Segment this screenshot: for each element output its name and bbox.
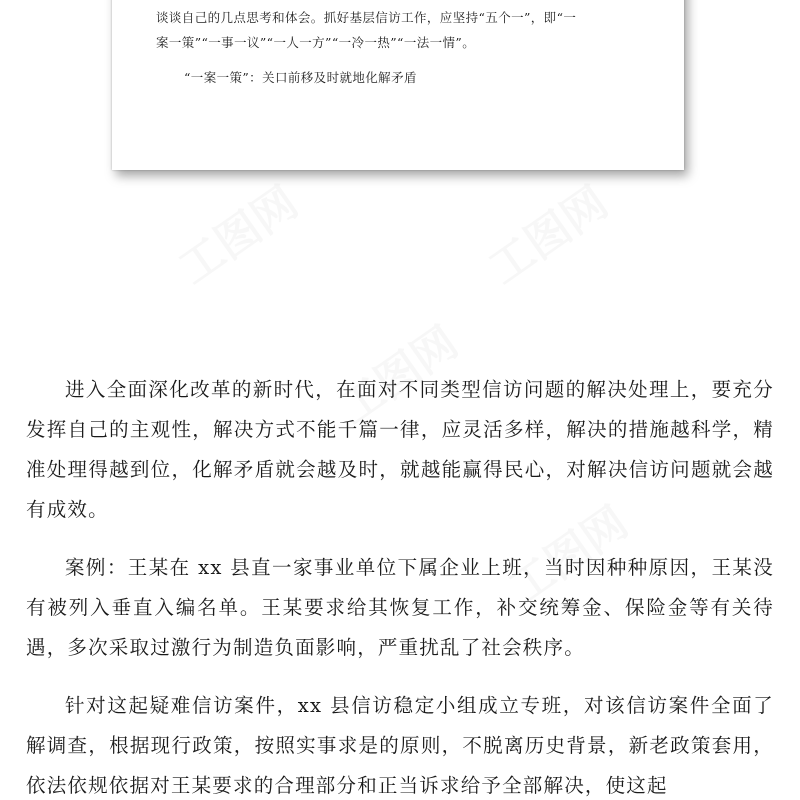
paragraph-case: 案例：王某在 xx 县直一家事业单位下属企业上班，当时因种种原因，王某没有被列入垂直入编名单。王某要求给其恢复工作，补交统筹金、保险金等有关待遇，多次采取过激行为制造负面影响，严重扰乱了社会秩序。 <box>26 556 774 659</box>
document-preview-card <box>112 0 684 170</box>
preview-subheading: “一案一策”：关口前移及时就地化解矛盾 <box>184 70 417 85</box>
watermark: 工图网 <box>499 496 638 615</box>
watermark: 工图网 <box>329 316 468 435</box>
preview-line-1: 谈谈自己的几点思考和体会。抓好基层信访工作，应坚持“五个一”，即“一 <box>156 10 577 25</box>
preview-line-2: 案一策”“一事一议”“一人一方”“一冷一热”“一法一情”。 <box>156 35 476 50</box>
paragraph-resolution: 针对这起疑难信访案件，xx 县信访稳定小组成立专班，对该信访案件全面了解调查，根据现行政策，按照实事求是的原则，不脱离历史背景，新老政策套用，依法依规依据对王某要求的合理部分和正当诉求给予全部解决，使这起 <box>26 694 774 797</box>
watermark: 工图网 <box>479 176 618 295</box>
watermark: 工图网 <box>169 176 308 295</box>
article-body <box>26 370 774 800</box>
paragraph-intro: 进入全面深化改革的新时代，在面对不同类型信访问题的解决处理上，要充分发挥自己的主观性，解决方式不能千篇一律，应灵活多样，解决的措施越科学，精准处理得越到位，化解矛盾就会越及时，就越能赢得民心，对解决信访问题就会越有成效。 <box>26 378 774 521</box>
